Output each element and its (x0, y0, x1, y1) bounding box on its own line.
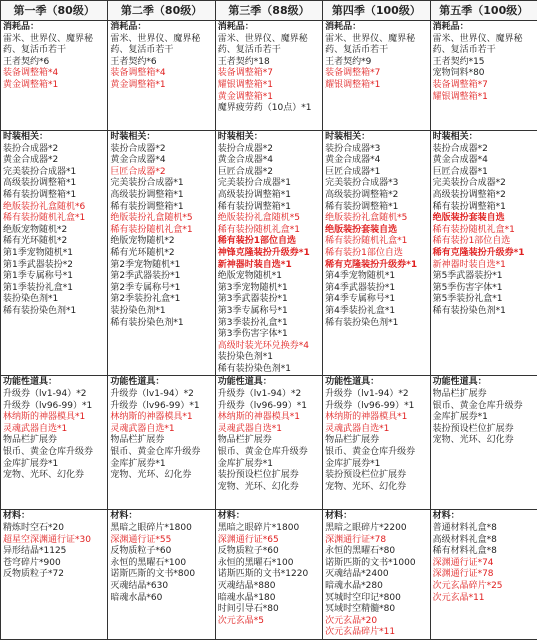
functional-cell-season-1 (1, 376, 108, 510)
reward-item: 灵魂武器自选*1 (325, 424, 427, 436)
reward-item: 稀有装扮调整箱*1 (110, 202, 212, 214)
reward-item: 永恒的黑曜石*80 (325, 546, 427, 558)
reward-item: 装扮预设栏位扩展券 (325, 470, 427, 482)
reward-item: 装扮合成器*2 (433, 144, 535, 156)
reward-item: 次元玄晶*20 (325, 616, 427, 628)
reward-item: 物品栏扩展券 (325, 435, 427, 447)
reward-item: 稀有装扮1部位自选 (218, 236, 320, 248)
reward-item: 灭魂结晶*2400 (325, 569, 427, 581)
reward-item: 王者契约*6 (110, 57, 212, 69)
reward-item: 宠物饲料*80 (433, 68, 535, 80)
reward-item: 高级时装光环兑换券*4 (218, 341, 320, 353)
reward-item: 冥域时空精髓*80 (325, 604, 427, 616)
reward-item: 第1季宠物随机*1 (3, 248, 105, 260)
header-row (1, 1, 537, 21)
reward-item: 深渊通行证*74 (433, 558, 535, 570)
reward-item: 高级装扮调整箱*1 (218, 190, 320, 202)
reward-item: 第3季装扮礼盒*1 (218, 318, 320, 330)
fashion-cell-season-2 (108, 131, 215, 376)
reward-item: 第3季专属称号*1 (218, 306, 320, 318)
section-title: 消耗品： (110, 22, 212, 34)
materials-cell-season-3 (215, 510, 322, 640)
reward-item: 物品栏扩展券 (110, 435, 212, 447)
reward-item: 诺斯匹斯的文书*800 (110, 569, 212, 581)
reward-item: 黄金调整箱*1 (218, 92, 320, 104)
reward-item: 黄金合成器*4 (325, 155, 427, 167)
fashion-cell-season-3 (215, 131, 322, 376)
reward-item: 第4季专属称号*1 (325, 294, 427, 306)
reward-item: 雷米、世界仪、魔界秘药、复活币若干 (218, 34, 320, 57)
reward-item: 金库扩展券*1 (3, 459, 105, 471)
reward-item: 稀有光环随机*2 (3, 236, 105, 248)
reward-item: 绝版装扮套装自选 (325, 225, 427, 237)
reward-item: 第2季武器装扮*1 (110, 271, 212, 283)
reward-item: 完美装扮合成器*1 (218, 178, 320, 190)
reward-item: 稀有装扮染色剂*1 (3, 306, 105, 318)
reward-item: 灵魂武器自选*1 (218, 424, 320, 436)
reward-item: 次元玄晶*5 (218, 616, 320, 628)
reward-item: 黄金合成器*4 (433, 155, 535, 167)
reward-item: 反物质粒子*60 (218, 546, 320, 558)
reward-item: 反物质粒子*60 (110, 546, 212, 558)
materials-cell-season-5 (430, 510, 537, 640)
reward-item: 第4季宠物随机*1 (325, 271, 427, 283)
reward-item: 巨匠合成器*1 (325, 167, 427, 179)
reward-item: 完美装扮合成器*3 (325, 178, 427, 190)
reward-item: 物品栏扩展券 (433, 389, 535, 401)
season-2-header: 第二季（80级） (108, 1, 215, 21)
reward-item: 超星空深渊通行证*30 (3, 535, 105, 547)
reward-item: 绝版宠物随机*2 (3, 225, 105, 237)
materials-cell-season-4 (323, 510, 430, 640)
reward-item: 普通材料礼盒*8 (433, 523, 535, 535)
reward-item: 巨匠合成器*2 (110, 167, 212, 179)
section-title: 消耗品： (325, 22, 427, 34)
reward-item: 装备调整箱*7 (433, 80, 535, 92)
reward-item: 永恒的黑曜石*100 (110, 558, 212, 570)
reward-item: 稀有装扮调整箱*1 (218, 202, 320, 214)
reward-item: 稀有装扮染色剂*1 (110, 318, 212, 330)
reward-item: 升级券（lv1-94）*2 (3, 389, 105, 401)
reward-item: 稀有装扮1部位自选 (325, 248, 427, 260)
reward-item: 金库扩展券*1 (218, 459, 320, 471)
season-5-header: 第五季（100级） (430, 1, 537, 21)
consumables-cell-season-2 (108, 21, 215, 131)
reward-item: 暗魂水晶*180 (218, 593, 320, 605)
reward-item: 绝版装扮礼盒随机*5 (110, 213, 212, 225)
reward-item: 稀有装扮染色剂*1 (433, 306, 535, 318)
reward-item: 装扮合成器*2 (218, 144, 320, 156)
reward-item: 稀有装扮随机礼盒*1 (433, 225, 535, 237)
reward-item: 神锋克隆装扮升级券*1 (218, 248, 320, 260)
reward-item: 银币、黄金仓库升级券 (3, 447, 105, 459)
reward-item: 装扮合成器*3 (325, 144, 427, 156)
reward-item: 深渊通行证*78 (325, 535, 427, 547)
reward-item: 银币、黄金仓库升级券 (218, 447, 320, 459)
functional-cell-season-5 (430, 376, 537, 510)
reward-item: 高级装扮调整箱*1 (110, 190, 212, 202)
reward-item: 灭魂结晶*880 (218, 581, 320, 593)
section-title: 功能性道具： (433, 377, 535, 389)
reward-item: 耀银调整箱*1 (433, 92, 535, 104)
reward-item: 稀有装扮染色剂*1 (325, 318, 427, 330)
reward-item: 诺斯匹斯的文书*1220 (218, 569, 320, 581)
reward-item: 银币、黄金仓库升级券 (110, 447, 212, 459)
reward-item: 时间引导石*80 (218, 604, 320, 616)
reward-item: 升级券（lv96-99）*1 (3, 401, 105, 413)
reward-item: 黄金合成器*2 (3, 155, 105, 167)
reward-item: 装扮预设栏位扩展券 (218, 470, 320, 482)
reward-item: 巨匠合成器*1 (433, 167, 535, 179)
functional-cell-season-4 (323, 376, 430, 510)
reward-item: 稀有装扮随机礼盒*1 (218, 225, 320, 237)
reward-item: 黄金合成器*4 (218, 155, 320, 167)
reward-item: 宠物、光环、幻化券 (433, 435, 535, 447)
functional-cell-season-3 (215, 376, 322, 510)
reward-item: 雷米、世界仪、魔界秘药、复活币若干 (433, 34, 535, 57)
functional-cell-season-2 (108, 376, 215, 510)
reward-item: 王者契约*18 (218, 57, 320, 69)
reward-item: 绝版装扮礼盒随机*5 (218, 213, 320, 225)
reward-item: 黑暗之眼碎片*1800 (110, 523, 212, 535)
reward-item: 林纳斯的神器模具*1 (325, 412, 427, 424)
reward-item: 装扮染色剂*1 (3, 294, 105, 306)
reward-item: 稀有克隆装扮升级券*1 (325, 260, 427, 272)
section-row-functional (1, 376, 537, 510)
reward-item: 稀有装扮调整箱*1 (3, 190, 105, 202)
section-title: 时装相关： (218, 132, 320, 144)
section-title: 消耗品： (218, 22, 320, 34)
season-3-header: 第三季（88级） (215, 1, 322, 21)
reward-item: 王者契约*6 (3, 57, 105, 69)
section-title: 消耗品： (3, 22, 105, 34)
reward-item: 稀有材料礼盒*8 (433, 546, 535, 558)
reward-item: 完美装扮合成器*1 (110, 178, 212, 190)
reward-item: 升级券（lv96-99）*1 (325, 401, 427, 413)
reward-item: 高级装扮调整箱*2 (325, 190, 427, 202)
reward-item: 苍穹碎片*900 (3, 558, 105, 570)
reward-item: 宠物、光环、幻化券 (110, 470, 212, 482)
reward-item: 第5季武器装扮*1 (433, 271, 535, 283)
reward-item: 装备调整箱*4 (3, 68, 105, 80)
reward-item: 金库扩展券*1 (325, 459, 427, 471)
reward-item: 稀有装扮随机礼盒*1 (325, 236, 427, 248)
reward-item: 升级券（lv96-99）*1 (110, 401, 212, 413)
reward-item: 宠物、光环、幻化券 (3, 470, 105, 482)
reward-item: 宠物、光环、幻化券 (218, 482, 320, 494)
reward-item: 灵魂武器自选*1 (110, 424, 212, 436)
reward-item: 绝版装扮套装自选 (433, 213, 535, 225)
reward-item: 高级装扮调整箱*1 (3, 178, 105, 190)
consumables-cell-season-5 (430, 21, 537, 131)
section-row-materials (1, 510, 537, 640)
reward-item: 暗魂水晶*60 (110, 593, 212, 605)
reward-item: 灵魂武器自选*1 (3, 424, 105, 436)
reward-item: 林纳斯的神器模具*1 (3, 412, 105, 424)
reward-item: 装扮染色剂*1 (110, 306, 212, 318)
section-title: 材料： (110, 511, 212, 523)
reward-item: 稀有装扮1部位自选 (433, 236, 535, 248)
section-title: 功能性道具： (218, 377, 320, 389)
reward-item: 第3季宠物随机*1 (218, 283, 320, 295)
materials-cell-season-2 (108, 510, 215, 640)
reward-item: 绝版装扮礼盒随机*6 (3, 202, 105, 214)
reward-item: 第4季武器装扮*1 (325, 283, 427, 295)
section-row-consumables (1, 21, 537, 131)
reward-item: 稀有装扮调整箱*1 (325, 202, 427, 214)
reward-item: 金库扩展券*1 (110, 459, 212, 471)
reward-item: 第5季伤害字体*1 (433, 283, 535, 295)
reward-item: 高级装扮调整箱*2 (433, 190, 535, 202)
reward-item: 深渊通行证*78 (433, 569, 535, 581)
reward-item: 深渊通行证*55 (110, 535, 212, 547)
reward-item: 升级券（lv96-99）*1 (218, 401, 320, 413)
section-title: 材料： (218, 511, 320, 523)
materials-cell-season-1 (1, 510, 108, 640)
reward-item: 装备调整箱*4 (110, 68, 212, 80)
section-title: 时装相关： (3, 132, 105, 144)
reward-item: 稀有装扮随机礼盒*1 (110, 225, 212, 237)
reward-item: 绝版宠物随机*2 (110, 236, 212, 248)
reward-item: 第1季武器装扮*2 (3, 260, 105, 272)
reward-item: 装备调整箱*7 (325, 68, 427, 80)
reward-item: 装扮染色剂*1 (218, 352, 320, 364)
reward-item: 林纳斯的神器模具*1 (218, 412, 320, 424)
reward-item: 稀有装扮调整箱*1 (433, 202, 535, 214)
reward-item: 雷米、世界仪、魔界秘药、复活币若干 (3, 34, 105, 57)
reward-item: 绝版装扮礼盒随机*5 (325, 213, 427, 225)
section-title: 材料： (3, 511, 105, 523)
fashion-cell-season-4 (323, 131, 430, 376)
reward-item: 装扮合成器*2 (110, 144, 212, 156)
reward-item: 第5季装扮礼盒*1 (433, 294, 535, 306)
reward-item: 暗魂水晶*280 (325, 581, 427, 593)
reward-item: 王者契约*15 (433, 57, 535, 69)
reward-item: 黄金合成器*4 (110, 155, 212, 167)
reward-item: 第1季装扮礼盒*1 (3, 283, 105, 295)
reward-item: 永恒的黑曜石*100 (218, 558, 320, 570)
reward-item: 装备调整箱*7 (218, 68, 320, 80)
reward-item: 装扮合成器*2 (3, 144, 105, 156)
reward-item: 次元玄晶碎片*11 (325, 627, 427, 639)
reward-item: 绝版宠物随机*1 (218, 271, 320, 283)
reward-item: 装扮预设栏位扩展券 (433, 424, 535, 436)
reward-item: 王者契约*9 (325, 57, 427, 69)
reward-item: 第3季武器装扮*1 (218, 294, 320, 306)
reward-item: 黄金调整箱*1 (110, 80, 212, 92)
reward-item: 新神器时装自选*1 (218, 260, 320, 272)
reward-item: 第2季装扮礼盒*1 (110, 294, 212, 306)
section-title: 功能性道具： (3, 377, 105, 389)
reward-item: 升级券（lv1-94）*2 (325, 389, 427, 401)
reward-item: 高级材料礼盒*8 (433, 535, 535, 547)
reward-item: 稀有光环随机*2 (110, 248, 212, 260)
reward-item: 金库扩展券*1 (433, 412, 535, 424)
season-1-header: 第一季（80级） (1, 1, 108, 21)
reward-item: 第2季宠物随机*1 (110, 260, 212, 272)
reward-item: 次元玄晶碎片*25 (433, 581, 535, 593)
reward-item: 第1季专属称号*1 (3, 271, 105, 283)
reward-item: 冥城时空印记*800 (325, 593, 427, 605)
reward-item: 物品栏扩展券 (3, 435, 105, 447)
reward-item: 深渊通行证*65 (218, 535, 320, 547)
reward-item: 稀有克隆装扮升级券*1 (433, 248, 535, 260)
section-title: 材料： (325, 511, 427, 523)
reward-item: 完美装扮合成器*1 (3, 167, 105, 179)
reward-item: 稀有装扮染色剂*1 (218, 364, 320, 376)
reward-item: 魔界疲劳药（10点）*1 (218, 103, 320, 115)
consumables-cell-season-4 (323, 21, 430, 131)
season-4-header: 第四季（100级） (323, 1, 430, 21)
reward-item: 黑暗之眼碎片*1800 (218, 523, 320, 535)
consumables-cell-season-3 (215, 21, 322, 131)
reward-item: 升级券（lv1-94）*2 (110, 389, 212, 401)
reward-item: 完美装扮合成器*2 (433, 178, 535, 190)
reward-item: 稀有装扮随机礼盒*1 (3, 213, 105, 225)
reward-item: 银币、黄金仓库升级券 (325, 447, 427, 459)
section-title: 消耗品： (433, 22, 535, 34)
section-title: 功能性道具： (325, 377, 427, 389)
reward-item: 第3季伤害字体*1 (218, 329, 320, 341)
reward-item: 反物质粒子*72 (3, 569, 105, 581)
reward-item: 宠物、光环、幻化券 (325, 482, 427, 494)
reward-item: 林纳斯的神器模具*1 (110, 412, 212, 424)
reward-item: 升级券（lv1-94）*2 (218, 389, 320, 401)
reward-item: 雷米、世界仪、魔界秘药、复活币若干 (325, 34, 427, 57)
fashion-cell-season-1 (1, 131, 108, 376)
reward-item: 银币、黄金仓库升级券 (433, 401, 535, 413)
reward-item: 异形结晶*1125 (3, 546, 105, 558)
section-title: 时装相关： (433, 132, 535, 144)
section-title: 功能性道具： (110, 377, 212, 389)
consumables-cell-season-1 (1, 21, 108, 131)
reward-item: 第4季装扮礼盒*1 (325, 306, 427, 318)
reward-item: 第2季专属称号*1 (110, 283, 212, 295)
fashion-cell-season-5 (430, 131, 537, 376)
reward-item: 物品栏扩展券 (218, 435, 320, 447)
reward-item: 诺斯匹斯的文书*1000 (325, 558, 427, 570)
reward-item: 耀银调整箱*1 (218, 80, 320, 92)
reward-item: 黄金调整箱*1 (3, 80, 105, 92)
section-title: 材料： (433, 511, 535, 523)
reward-item: 耀银调整箱*1 (325, 80, 427, 92)
section-title: 时装相关： (110, 132, 212, 144)
reward-item: 雷米、世界仪、魔界秘药、复活币若干 (110, 34, 212, 57)
reward-item: 巨匠合成器*2 (218, 167, 320, 179)
reward-item: 精炼时空石*20 (3, 523, 105, 535)
reward-item: 新神器时装自选*1 (433, 260, 535, 272)
section-row-fashion (1, 131, 537, 376)
reward-item: 次元玄晶*11 (433, 593, 535, 605)
reward-item: 灭魂结晶*630 (110, 581, 212, 593)
reward-item: 黑暗之眼碎片*2200 (325, 523, 427, 535)
section-title: 时装相关： (325, 132, 427, 144)
